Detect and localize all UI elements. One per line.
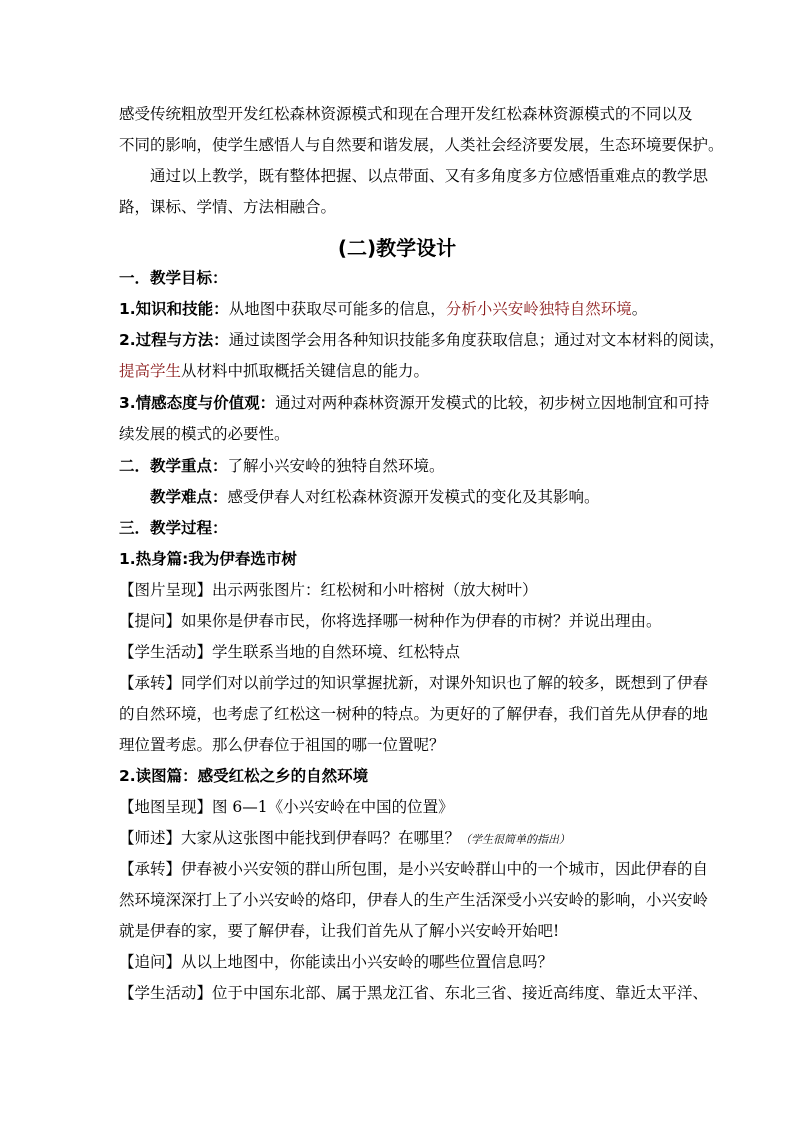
part-1-line-5: 的自然环境，也考虑了红松这一树种的特点。为更好的了解伊春，我们首先从伊春的地 [119,705,709,723]
part-2-line-2 [119,828,570,850]
section-title: (二)教学设计 [337,236,457,260]
part-1-line-3: 【学生活动】学生联系当地的自然环境、红松特点 [119,643,461,661]
intro-line-2: 不同的影响，使学生感悟人与自然要和谐发展，人类社会经济要发展，生态环境要保护。 [119,136,724,154]
part-1-line-6: 理位置考虑。那么伊春位于祖国的哪一位置呢？ [119,736,445,754]
goal-3-label: 3.情感态度与价值观： [119,394,276,412]
part-2-line-5: 就是伊春的家，要了解伊春，让我们首先从了解小兴安岭开始吧! [119,922,560,940]
goal-2-label: 2.过程与方法： [119,331,229,349]
goal-2-rest: 从材料中抓取概括关键信息的能力。 [181,362,430,380]
part-1-line-4: 【承转】同学们对以前学过的知识掌握扰新，对课外知识也了解的较多，既想到了伊春 [119,674,709,692]
goal-1-text: 从地图中获取尽可能多的信息， [228,300,446,318]
part-1-line-1: 【图片呈现】出示两张图片：红松树和小叶榕树（放大树叶） [119,581,538,599]
part-2-line-4: 然环境深深打上了小兴安岭的烙印，伊春人的生产生活深受小兴安岭的影响，小兴安岭 [119,891,709,909]
focus-label: 二．教学重点： [119,457,228,475]
intro-line-3: 通过以上教学，既有整体把握、以点带面、又有多角度多方位感悟重难点的教学思 [150,167,709,185]
focus-text: 了解小兴安岭的独特自然环境。 [227,457,445,475]
part-2-line-7: 【学生活动】位于中国东北部、属于黑龙江省、东北三省、接近高纬度、靠近太平洋、 [119,984,709,1002]
intro-line-1: 感受传统粗放型开发红松森林资源模式和现在合理开发红松森林资源模式的不同以及 [119,105,693,123]
intro-line-4: 路，课标、学情、方法相融合。 [119,198,337,216]
difficulty-text: 感受伊春人对红松森林资源开发模式的变化及其影响。 [227,488,600,506]
goal-2-text: 通过读图学会用各种知识技能多角度获取信息；通过对文本材料的阅读， [228,331,725,349]
goal-2-cont [119,361,429,381]
goal-1-end: 。 [631,300,648,318]
part-2-line-1: 【地图呈现】图 6—1《小兴安岭在中国的位置》 [119,798,454,816]
goal-3 [119,393,709,413]
part-1-heading: 1.热身篇:我为伊春选市树 [119,550,297,568]
goal-1-highlight: 分析小兴安岭独特自然环境 [445,300,632,318]
goal-2-highlight: 提高学生 [119,362,182,380]
goal-2 [119,330,725,350]
process-heading: 三．教学过程： [119,519,228,537]
part-1-line-2: 【提问】如果你是伊春市民，你将选择哪一树种作为伊春的市树？并说出理由。 [119,612,662,630]
goal-1 [119,299,647,319]
goal-3-text: 通过对两种森林资源开发模式的比较，初步树立因地制宜和可持 [275,394,710,412]
difficulty-line [150,487,600,507]
part-2-line-2-note: （学生很简单的指出） [460,833,571,846]
part-2-line-3: 【承转】伊春被小兴安领的群山所包围，是小兴安岭群山中的一个城市，因此伊春的自 [119,860,709,878]
goal-1-label: 1.知识和技能： [119,300,229,318]
part-2-line-2-text: 【师述】大家从这张图中能找到伊春吗？在哪里？ [119,829,461,847]
focus-line [119,456,445,476]
part-2-heading: 2.读图篇：感受红松之乡的自然环境 [119,767,369,785]
goals-heading: 一．教学目标： [119,269,228,287]
part-2-line-6: 【追问】从以上地图中，你能读出小兴安岭的哪些位置信息吗？ [119,953,554,971]
difficulty-label: 教学难点： [150,488,228,506]
goal-3-cont: 续发展的模式的必要性。 [119,425,290,443]
